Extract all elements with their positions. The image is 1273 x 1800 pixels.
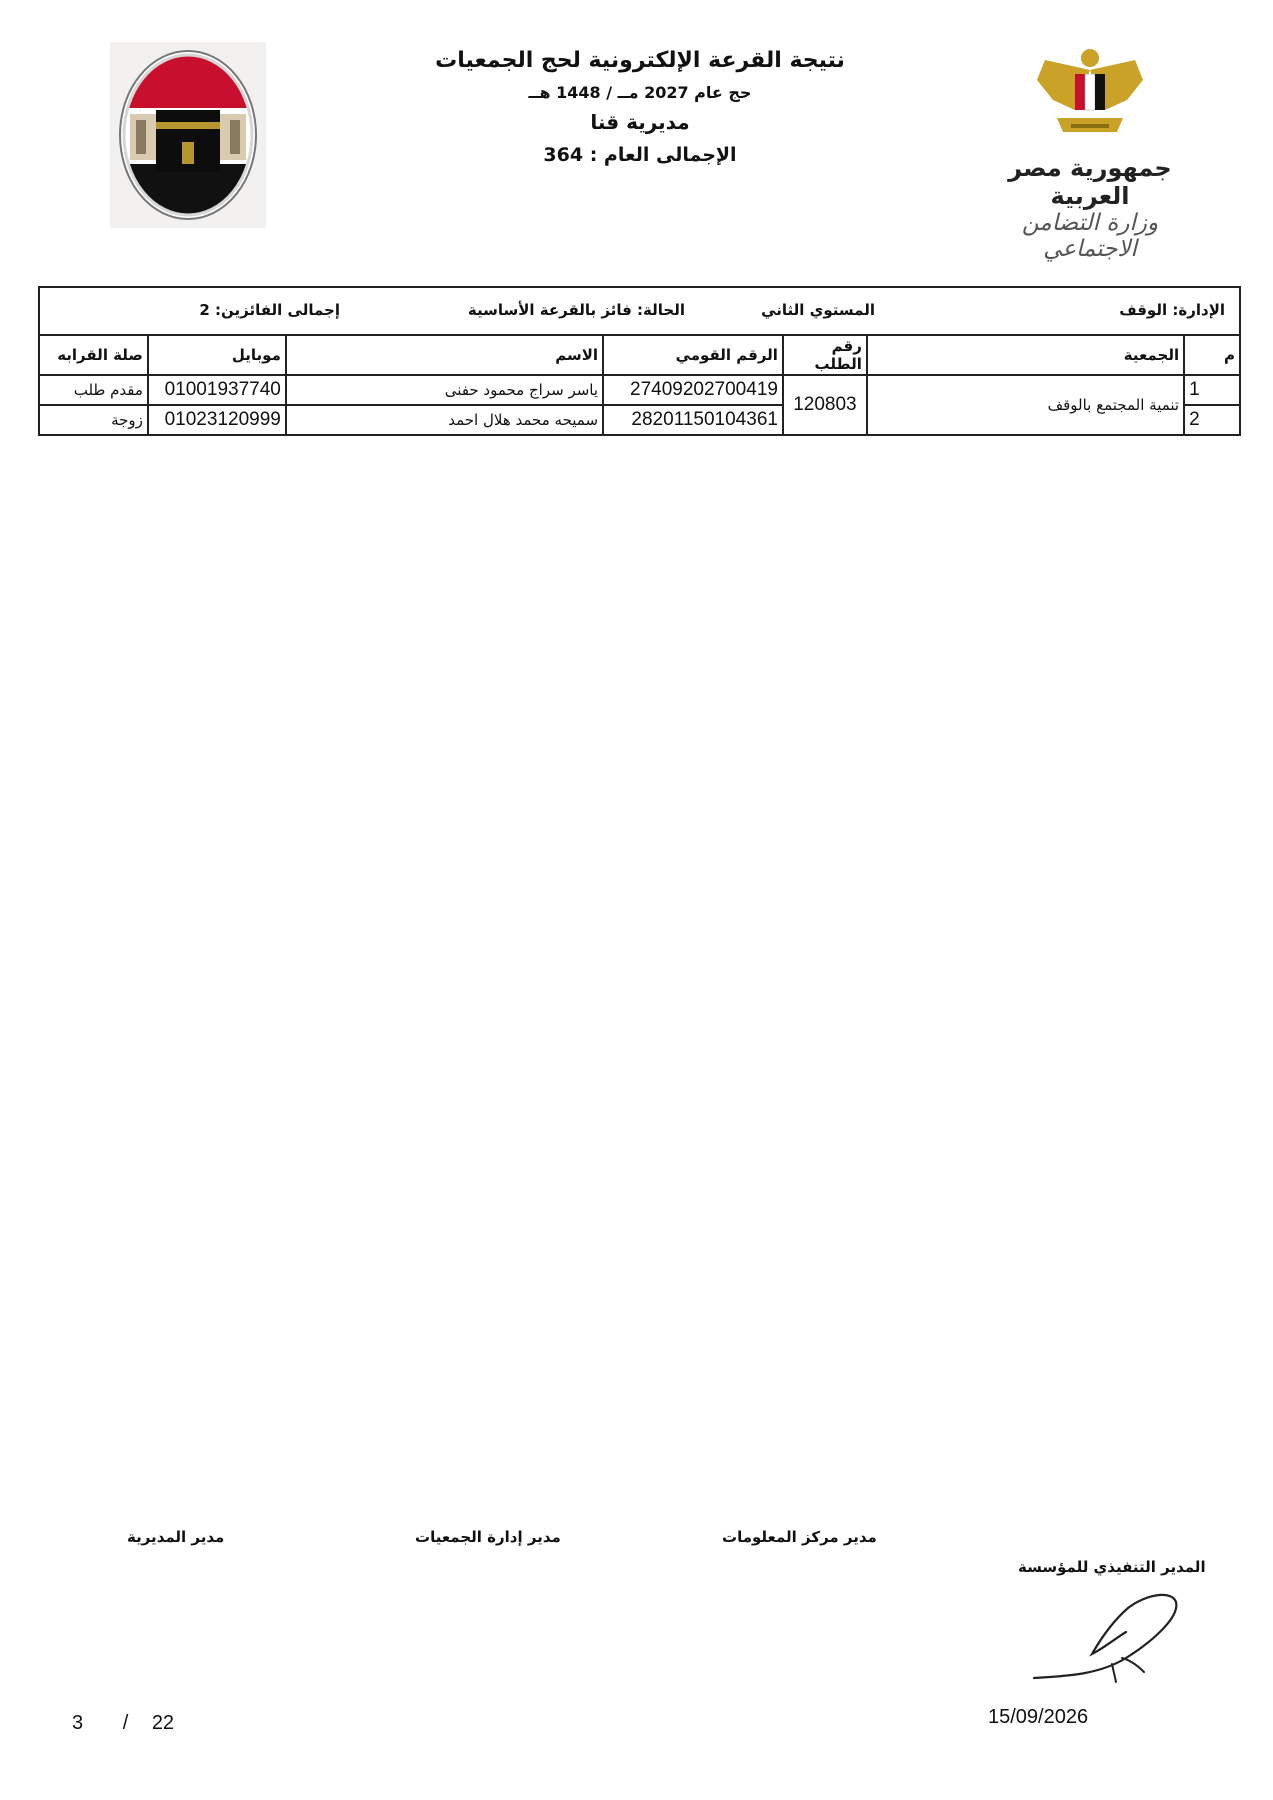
- signature-info-center-manager: مدير مركز المعلومات: [722, 1528, 877, 1546]
- winners-label: إجمالى الفائزين:: [215, 301, 340, 319]
- relation-cell: زوجة: [39, 405, 148, 435]
- header-title-block: [380, 48, 900, 166]
- row-index: 2: [1184, 405, 1240, 435]
- name-cell: ياسر سراج محمود حفنى: [286, 375, 603, 405]
- name-cell: سميحه محمد هلال احمد: [286, 405, 603, 435]
- grand-total-label: الإجمالى العام :: [589, 144, 737, 166]
- country-name: جمهورية مصر العربية: [1008, 154, 1172, 210]
- signature-executive-director: المدير التنفيذي للمؤسسة: [1018, 1558, 1206, 1576]
- grand-total: [380, 144, 900, 166]
- results-table: [38, 286, 1241, 436]
- admin-label: الإدارة:: [1172, 301, 1225, 319]
- col-header-national-id: الرقم القومي: [603, 335, 783, 375]
- table-row: [39, 375, 1240, 405]
- mobile-cell: 01001937740: [148, 375, 286, 405]
- ministry-name: وزارة التضامن الاجتماعي: [1021, 210, 1159, 262]
- page-number: [72, 1712, 174, 1735]
- kaaba-emblem-icon: [110, 42, 266, 228]
- winners-info: [199, 301, 340, 319]
- page-total: 22: [151, 1712, 175, 1734]
- grand-total-value: 364: [543, 144, 584, 166]
- national-id-cell: 27409202700419: [603, 375, 783, 405]
- status-label: الحالة:: [637, 301, 685, 319]
- level-info: المستوي الثاني: [761, 301, 875, 319]
- status-info: [468, 301, 685, 319]
- eagle-of-saladin-icon: [975, 40, 1205, 150]
- row-index: 1: [1184, 375, 1240, 405]
- col-header-relation: صلة القرابه: [39, 335, 148, 375]
- header-row: [39, 335, 1240, 375]
- page-separator: /: [122, 1712, 129, 1734]
- handwritten-signature-icon: [1030, 1588, 1190, 1688]
- request-no-cell: 120803: [783, 375, 867, 435]
- signature-associations-manager: مدير إدارة الجمعيات: [415, 1528, 561, 1546]
- status-value: فائز بالقرعة الأساسية: [467, 301, 632, 319]
- print-date: 15/09/2026: [988, 1706, 1089, 1728]
- col-header-name: الاسم: [286, 335, 603, 375]
- foundation-logo: [110, 42, 266, 228]
- association-cell: تنمية المجتمع بالوقف: [867, 375, 1184, 435]
- hajj-year-subtitle: حج عام 2027 مــ / 1448 هــ: [528, 83, 752, 102]
- page-title: نتيجة القرعة الإلكترونية لحج الجمعيات: [435, 48, 845, 73]
- ministry-emblem: [975, 40, 1205, 262]
- col-header-association: الجمعية: [867, 335, 1184, 375]
- directorate-name: مديرية قنا: [590, 110, 690, 134]
- mobile-cell: 01023120999: [148, 405, 286, 435]
- page-current: 3: [72, 1712, 84, 1734]
- winners-value: 2: [199, 301, 210, 319]
- col-header-mobile: موبايل: [148, 335, 286, 375]
- national-id-cell: 28201150104361: [603, 405, 783, 435]
- col-header-index: م: [1184, 335, 1240, 375]
- relation-cell: مقدم طلب: [39, 375, 148, 405]
- signature-directorate-manager: مدير المديرية: [127, 1528, 225, 1546]
- col-header-request-no: رقم الطلب: [783, 335, 867, 375]
- info-row: [39, 287, 1240, 335]
- admin-info: [1119, 301, 1225, 319]
- admin-value: الوقف: [1119, 301, 1168, 319]
- info-bar: [39, 287, 1240, 335]
